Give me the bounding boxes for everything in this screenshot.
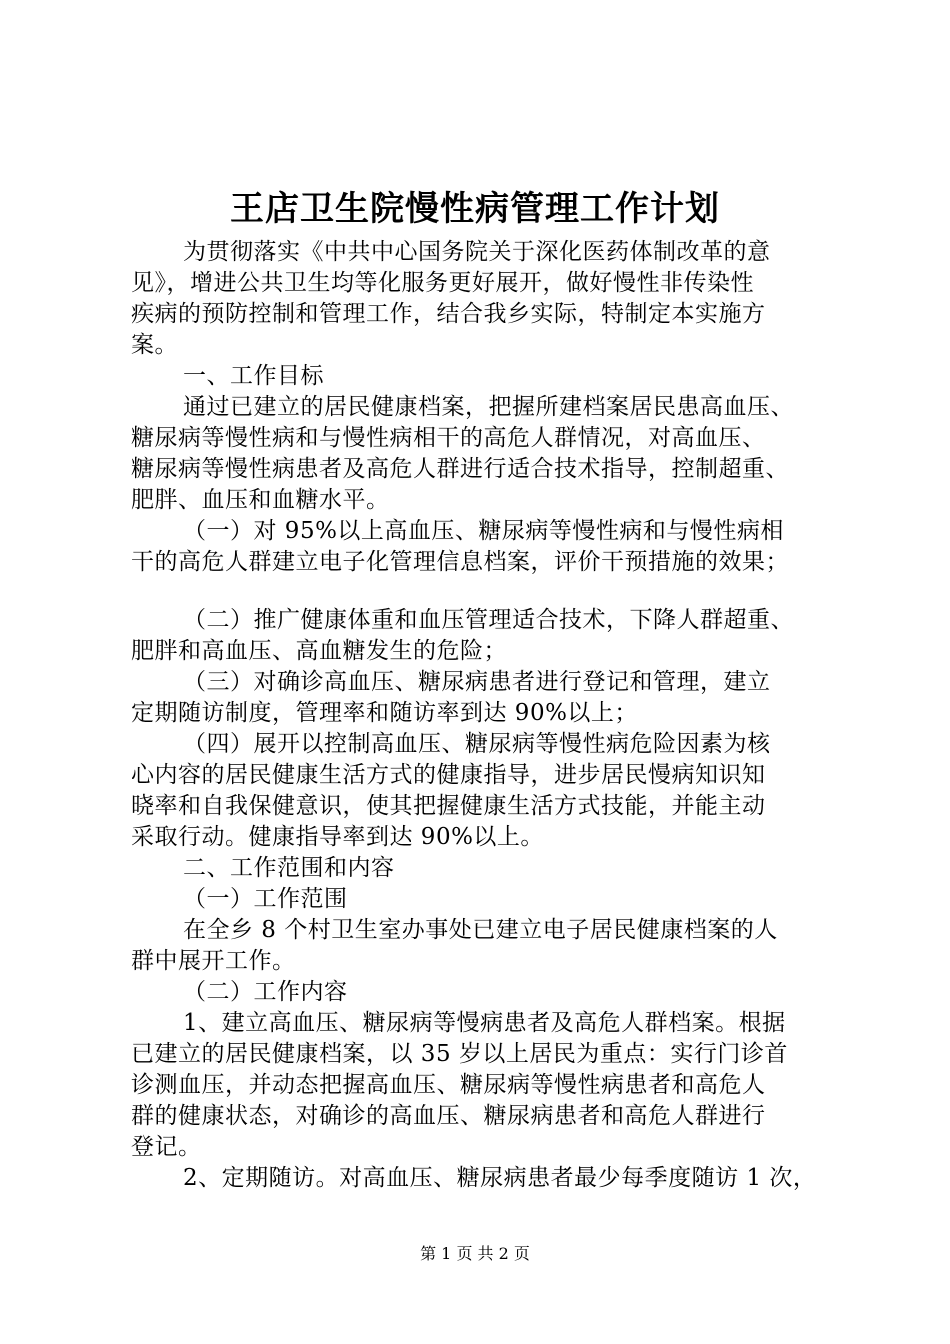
paragraph-line: 采取行动。健康指导率到达 90%以上。 — [131, 824, 544, 850]
paragraph-line: 群中展开工作。 — [131, 948, 296, 974]
paragraph-line: 群的健康状态，对确诊的高血压、糖尿病患者和高危人群进行 — [131, 1103, 766, 1129]
paragraph-line: （三）对确诊高血压、糖尿病患者进行登记和管理，建立 — [183, 669, 771, 695]
paragraph-line: 干的高危人群建立电子化管理信息档案，评价干预措施的效果； — [131, 549, 789, 575]
paragraph-line: 2、定期随访。对高血压、糖尿病患者最少每季度随访 1 次， — [183, 1165, 817, 1191]
paragraph-line: （四）展开以控制高血压、糖尿病等慢性病危险因素为核 — [183, 731, 771, 757]
document-title: 王店卫生院慢性病管理工作计划 — [230, 189, 720, 229]
paragraph-line: 肥胖和高血压、高血糖发生的危险； — [131, 638, 507, 664]
paragraph-line: 疾病的预防控制和管理工作，结合我乡实际，特制定本实施方 — [131, 301, 766, 327]
page-number-footer: 第 1 页 共 2 页 — [420, 1244, 530, 1263]
paragraph-line: 晓率和自我保健意识，使其把握健康生活方式技能，并能主动 — [131, 793, 766, 819]
paragraph-line: 在全乡 8 个村卫生室办事处已建立电子居民健康档案的人 — [183, 917, 778, 943]
paragraph-line: 定期随访制度，管理率和随访率到达 90%以上； — [131, 700, 638, 726]
section-heading: 二、工作范围和内容 — [183, 855, 395, 881]
paragraph-line: 已建立的居民健康档案，以 35 岁以上居民为重点：实行门诊首 — [131, 1041, 788, 1067]
paragraph-line: 见》，增进公共卫生均等化服务更好展开，做好慢性非传染性 — [131, 270, 754, 296]
paragraph-line: 心内容的居民健康生活方式的健康指导，进步居民慢病知识知 — [131, 762, 766, 788]
paragraph-line: （二）推广健康体重和血压管理适合技术，下降人群超重、 — [183, 607, 794, 633]
paragraph-line: （一）对 95%以上高血压、糖尿病等慢性病和与慢性病相 — [183, 518, 784, 544]
section-heading: 一、工作目标 — [183, 363, 324, 389]
paragraph-line: 诊测血压，并动态把握高血压、糖尿病等慢性病患者和高危人 — [131, 1072, 766, 1098]
paragraph-line: 1、建立高血压、糖尿病等慢病患者及高危人群档案。根据 — [183, 1010, 786, 1036]
paragraph-line: 为贯彻落实《中共中心国务院关于深化医药体制改革的意 — [183, 239, 771, 265]
paragraph-line: 登记。 — [131, 1134, 202, 1160]
paragraph-line: 肥胖、血压和血糖水平。 — [131, 487, 390, 513]
subsection-heading: （一）工作范围 — [183, 886, 348, 912]
paragraph-line: 糖尿病等慢性病和与慢性病相干的高危人群情况，对高血压、 — [131, 425, 766, 451]
paragraph-line: 糖尿病等慢性病患者及高危人群进行适合技术指导，控制超重、 — [131, 456, 789, 482]
paragraph-line: 通过已建立的居民健康档案，把握所建档案居民患高血压、 — [183, 394, 794, 420]
paragraph-line: 案。 — [131, 332, 178, 358]
subsection-heading: （二）工作内容 — [183, 979, 348, 1005]
